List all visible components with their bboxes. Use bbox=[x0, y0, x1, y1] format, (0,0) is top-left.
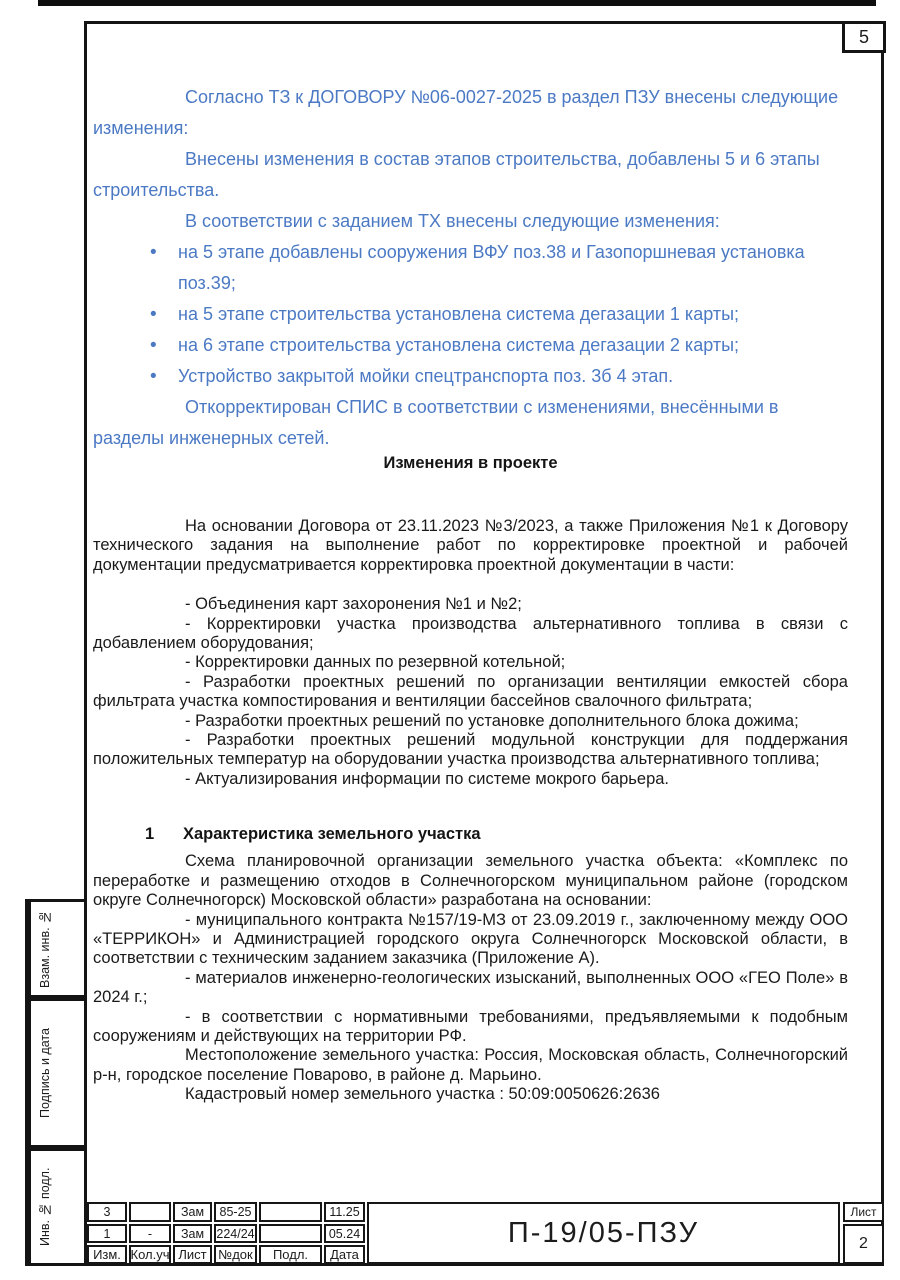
changes-heading: Изменения в проекте bbox=[383, 454, 558, 472]
sheet-number: 2 bbox=[843, 1224, 884, 1264]
content-area bbox=[93, 82, 848, 1105]
basis-paragraph: На основании Договора от 23.11.2023 №3/2023, а также Приложения №1 к Договору технического задания на выполнение работ по корректировке проектной и рабочей документации предусматривается корректировка проектной документации в части: bbox=[93, 517, 848, 574]
titleblock-cell-list-row1: Зам bbox=[173, 1202, 212, 1222]
body-paragraph: Схема планировочной организации земельного участка объекта: «Комплекс по переработке и размещению отходов в Солнечногорском муниципальном районе (городском округе Солнечногорск) Московской области» разработана на основании: bbox=[93, 852, 848, 910]
bullet-item: • Устройство закрытой мойки спецтранспорта поз. 3б 4 этап. bbox=[93, 361, 848, 392]
stamp-empty-cell bbox=[59, 1001, 84, 1145]
scan-edge-bar bbox=[38, 0, 876, 6]
titleblock-cell-izm-row1: 3 bbox=[87, 1202, 127, 1222]
titleblock-header-izm: Изм. bbox=[87, 1245, 127, 1264]
titleblock-cell-koluch-row1 bbox=[129, 1202, 171, 1222]
titleblock-cell-list-row2: Зам bbox=[173, 1224, 212, 1243]
section-number: 1 bbox=[145, 825, 155, 844]
titleblock-header-list: Лист bbox=[173, 1245, 212, 1264]
sheet-label: Лист bbox=[843, 1202, 884, 1222]
doc-code: П-19/05-ПЗУ bbox=[367, 1202, 840, 1264]
correction-item: - Разработки проектных решений модульной конструкции для поддержания положительных температур на оборудовании участка производства альтернативного топлива; bbox=[93, 731, 848, 769]
titleblock-cell-data-row1: 11.25 bbox=[324, 1202, 365, 1222]
section-title: Характеристика земельного участка bbox=[183, 825, 481, 844]
correction-item: - Актуализирования информации по системе мокрого барьера. bbox=[185, 769, 670, 788]
titleblock-cell-doc-row1: 85-25 bbox=[214, 1202, 257, 1222]
titleblock-header-koluch: Кол.уч bbox=[130, 1247, 170, 1262]
bullet-item: • на 6 этапе строительства установлена система дегазации 2 карты; bbox=[93, 330, 848, 361]
spis-paragraph: Откорректирован СПИС в соответствии с изменениями, внесёнными в разделы инженерных сетей. bbox=[93, 397, 779, 448]
titleblock-cell-podl-row2 bbox=[259, 1224, 322, 1243]
body-paragraph: - материалов инженерно-геологических изысканий, выполненных ООО «ГЕО Поле» в 2024 г.; bbox=[93, 968, 848, 1007]
stamp-label: Инв. № подл. bbox=[28, 1151, 59, 1263]
stamp-column-vzam-inv bbox=[25, 899, 87, 998]
correction-item: - Объединения карт захоронения №1 и №2; bbox=[185, 595, 522, 614]
location-paragraph: Местоположение земельного участка: Россия, Московская область, Солнечногорский р-н, городское поселение Поварово, в районе д. Марьино. bbox=[93, 1046, 848, 1084]
correction-item: - Разработки проектных решений по установке дополнительного блока дожима; bbox=[185, 711, 799, 730]
titleblock-cell-koluch-row2: - bbox=[129, 1224, 171, 1243]
body-paragraph: - муниципального контракта №157/19-МЗ от 23.09.2019 г., заключенному между ООО «ТЕРРИКОН» и Администрацией городского округа Солнечногорск Московской области, в соответствии с техническим заданием заказчика (Приложение А). bbox=[93, 910, 848, 968]
titleblock-header-doc: №док bbox=[214, 1245, 257, 1264]
changes-bullet-list bbox=[93, 237, 848, 392]
stamp-column-podpis-data bbox=[25, 998, 87, 1148]
cadastral-paragraph: Кадастровый номер земельного участка : 50:09:0050626:2636 bbox=[185, 1085, 660, 1104]
titleblock-cell-podl-row1 bbox=[259, 1202, 322, 1222]
correction-item: - Корректировки данных по резервной котельной; bbox=[185, 653, 566, 672]
intro-paragraph: Согласно ТЗ к ДОГОВОРУ №06-0027-2025 в раздел ПЗУ внесены следующие изменения: bbox=[93, 87, 839, 138]
body-paragraph: - в соответствии с нормативными требованиями, предъявляемыми к подобным сооружениям и действующих на территории РФ. bbox=[93, 1007, 848, 1045]
stamp-label: Взам. инв. № bbox=[28, 902, 59, 995]
correction-item: - Разработки проектных решений по организации вентиляции емкостей сбора фильтрата участка компостирования и вентиляции бассейнов свалочного фильтрата; bbox=[93, 672, 848, 711]
page-number: 5 bbox=[858, 26, 869, 47]
titleblock-cell-izm-row2: 1 bbox=[87, 1224, 127, 1243]
stages-paragraph: Внесены изменения в состав этапов строительства, добавлены 5 и 6 этапы строительства. bbox=[93, 149, 820, 200]
titleblock-cell-data-row2: 05.24 bbox=[324, 1224, 365, 1243]
titleblock-header-podl: Подл. bbox=[259, 1245, 322, 1264]
titleblock-header-data: Дата bbox=[324, 1245, 365, 1264]
titleblock-cell-doc-row2: 224/24 bbox=[214, 1224, 257, 1243]
correction-item: - Корректировки участка производства альтернативного топлива в связи с добавлением оборудования; bbox=[93, 614, 848, 653]
stamp-empty-cell bbox=[59, 902, 84, 995]
section-heading bbox=[93, 825, 848, 844]
tx-paragraph: В соответствии с заданием ТХ внесены следующие изменения: bbox=[185, 211, 720, 231]
stamp-label: Подпись и дата bbox=[28, 1001, 59, 1145]
stamp-empty-cell bbox=[59, 1151, 84, 1263]
correction-list bbox=[93, 595, 848, 789]
bullet-item: • на 5 этапе строительства установлена система дегазации 1 карты; bbox=[93, 299, 848, 330]
stamp-column-inv-podl bbox=[25, 1148, 87, 1266]
bullet-item: • на 5 этапе добавлены сооружения ВФУ поз.38 и Газопоршневая установка поз.39; bbox=[93, 237, 848, 299]
page-number-box bbox=[842, 21, 886, 53]
